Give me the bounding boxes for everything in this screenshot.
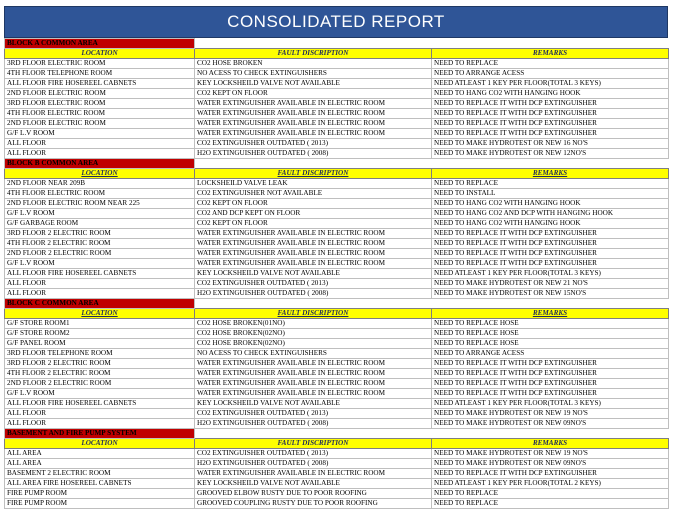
section-title: BASEMENT AND FIRE PUMP SYSTEM: [5, 429, 195, 439]
fault-cell: WATER EXTINGUISHER AVAILABLE IN ELECTRIC ROOM: [195, 129, 432, 139]
fault-cell: WATER EXTINGUISHER AVAILABLE IN ELECTRIC ROOM: [195, 379, 432, 389]
remarks-cell: NEED TO HANG CO2 WITH HANGING HOOK: [432, 89, 669, 99]
remarks-cell: NEED TO REPLACE HOSE: [432, 339, 669, 349]
location-cell: 3RD FLOOR 2 ELECTRIC ROOM: [5, 229, 195, 239]
fault-cell: CO2 EXTINGUISHER NOT AVAILABLE: [195, 189, 432, 199]
location-cell: 3RD FLOOR ELECTRIC ROOM: [5, 59, 195, 69]
report-table: [4, 38, 669, 509]
table-row: [5, 359, 669, 369]
fault-cell: WATER EXTINGUISHER AVAILABLE IN ELECTRIC ROOM: [195, 389, 432, 399]
location-header: LOCATION: [5, 439, 195, 449]
table-row: [5, 129, 669, 139]
location-cell: ALL FLOOR FIRE HOSEREEL CABNETS: [5, 269, 195, 279]
remarks-header: REMARKS: [432, 169, 669, 179]
remarks-cell: NEED TO MAKE HYDROTEST OR NEW 09NO'S: [432, 419, 669, 429]
section-title: BLOCK A COMMON AREA: [5, 39, 195, 49]
remarks-cell: NEED TO MAKE HYDROTEST OR NEW 12NO'S: [432, 149, 669, 159]
location-cell: ALL FLOOR: [5, 279, 195, 289]
remarks-cell: NEED TO REPLACE IT WITH DCP EXTINGUISHER: [432, 359, 669, 369]
fault-cell: CO2 KEPT ON FLOOR: [195, 89, 432, 99]
remarks-cell: NEED TO INSTALL: [432, 189, 669, 199]
header-row: [5, 49, 669, 59]
fault-cell: WATER EXTINGUISHER AVAILABLE IN ELECTRIC ROOM: [195, 229, 432, 239]
remarks-header: REMARKS: [432, 309, 669, 319]
remarks-cell: NEED TO REPLACE HOSE: [432, 329, 669, 339]
remarks-cell: NEED TO MAKE HYDROTEST OR NEW 09NO'S: [432, 459, 669, 469]
table-row: [5, 399, 669, 409]
table-row: [5, 139, 669, 149]
remarks-cell: NEED TO REPLACE IT WITH DCP EXTINGUISHER: [432, 249, 669, 259]
location-cell: G/F L.V ROOM: [5, 259, 195, 269]
remarks-cell: NEED TO ARRANGE ACESS: [432, 349, 669, 359]
table-row: [5, 269, 669, 279]
location-cell: 3RD FLOOR 2 ELECTRIC ROOM: [5, 359, 195, 369]
location-cell: ALL FLOOR: [5, 419, 195, 429]
section-spacer: [195, 299, 669, 309]
table-row: [5, 289, 669, 299]
fault-description-header: FAULT DISCRIPTION: [195, 439, 432, 449]
location-cell: G/F L.V ROOM: [5, 389, 195, 399]
table-row: [5, 199, 669, 209]
fault-cell: GROOVED ELBOW RUSTY DUE TO POOR ROOFING: [195, 489, 432, 499]
table-row: [5, 189, 669, 199]
fault-cell: GROOVED COUPLING RUSTY DUE TO POOR ROOFING: [195, 499, 432, 509]
location-cell: G/F STORE ROOM1: [5, 319, 195, 329]
report-title: CONSOLIDATED REPORT: [4, 6, 668, 38]
remarks-cell: NEED TO REPLACE IT WITH DCP EXTINGUISHER: [432, 129, 669, 139]
fault-cell: H2O EXTINGUISHER OUTDATED ( 2008): [195, 419, 432, 429]
fault-cell: CO2 AND DCP KEPT ON FLOOR: [195, 209, 432, 219]
fault-description-header: FAULT DISCRIPTION: [195, 49, 432, 59]
fault-cell: CO2 HOSE BROKEN(01NO): [195, 319, 432, 329]
remarks-cell: NEED TO REPLACE IT WITH DCP EXTINGUISHER: [432, 369, 669, 379]
remarks-cell: NEED TO HANG CO2 WITH HANGING HOOK: [432, 219, 669, 229]
fault-cell: CO2 HOSE BROKEN: [195, 59, 432, 69]
fault-cell: CO2 EXTINGUISHER OUTDATED ( 2013): [195, 409, 432, 419]
location-header: LOCATION: [5, 169, 195, 179]
header-row: [5, 169, 669, 179]
location-cell: 4TH FLOOR ELECTRIC ROOM: [5, 189, 195, 199]
fault-cell: CO2 KEPT ON FLOOR: [195, 199, 432, 209]
fault-cell: CO2 KEPT ON FLOOR: [195, 219, 432, 229]
location-cell: 2ND FLOOR NEAR 209B: [5, 179, 195, 189]
remarks-cell: NEED ATLEAST 1 KEY PER FLOOR(TOTAL 3 KEYS): [432, 269, 669, 279]
fault-cell: WATER EXTINGUISHER AVAILABLE IN ELECTRIC ROOM: [195, 359, 432, 369]
location-cell: 4TH FLOOR TELEPHONE ROOM: [5, 69, 195, 79]
fault-cell: KEY LOCKSHEILD VALVE NOT AVAILABLE: [195, 269, 432, 279]
fault-cell: WATER EXTINGUISHER AVAILABLE IN ELECTRIC ROOM: [195, 99, 432, 109]
header-row: [5, 439, 669, 449]
remarks-cell: NEED TO REPLACE IT WITH DCP EXTINGUISHER: [432, 99, 669, 109]
table-row: [5, 99, 669, 109]
fault-cell: WATER EXTINGUISHER AVAILABLE IN ELECTRIC ROOM: [195, 249, 432, 259]
remarks-cell: NEED TO REPLACE: [432, 179, 669, 189]
location-cell: 2ND FLOOR ELECTRIC ROOM NEAR 225: [5, 199, 195, 209]
fault-cell: LOCKSHEILD VALVE LEAK: [195, 179, 432, 189]
location-cell: 4TH FLOOR 2 ELECTRIC ROOM: [5, 239, 195, 249]
remarks-cell: NEED TO REPLACE: [432, 499, 669, 509]
section-spacer: [195, 159, 669, 169]
location-cell: G/F L.V ROOM: [5, 129, 195, 139]
section-spacer: [195, 39, 669, 49]
remarks-cell: NEED TO REPLACE IT WITH DCP EXTINGUISHER: [432, 109, 669, 119]
table-row: [5, 449, 669, 459]
fault-cell: WATER EXTINGUISHER AVAILABLE IN ELECTRIC ROOM: [195, 259, 432, 269]
fault-cell: WATER EXTINGUISHER AVAILABLE IN ELECTRIC ROOM: [195, 119, 432, 129]
table-row: [5, 489, 669, 499]
remarks-cell: NEED TO MAKE HYDROTEST OR NEW 16 NO'S: [432, 139, 669, 149]
table-row: [5, 319, 669, 329]
table-row: [5, 419, 669, 429]
remarks-cell: NEED TO REPLACE IT WITH DCP EXTINGUISHER: [432, 389, 669, 399]
table-row: [5, 339, 669, 349]
remarks-cell: NEED TO REPLACE IT WITH DCP EXTINGUISHER: [432, 469, 669, 479]
fault-description-header: FAULT DISCRIPTION: [195, 169, 432, 179]
location-cell: 3RD FLOOR TELEPHONE ROOM: [5, 349, 195, 359]
fault-cell: KEY LOCKSHEILD VALVE NOT AVAILABLE: [195, 399, 432, 409]
fault-cell: CO2 EXTINGUISHER OUTDATED ( 2013): [195, 279, 432, 289]
section-row: [5, 159, 669, 169]
location-cell: 2ND FLOOR ELECTRIC ROOM: [5, 119, 195, 129]
location-cell: G/F PANEL ROOM: [5, 339, 195, 349]
location-cell: 2ND FLOOR 2 ELECTRIC ROOM: [5, 249, 195, 259]
location-cell: FIRE PUMP ROOM: [5, 489, 195, 499]
table-row: [5, 469, 669, 479]
fault-description-header: FAULT DISCRIPTION: [195, 309, 432, 319]
location-cell: BASEMENT 2 ELECTRIC ROOM: [5, 469, 195, 479]
location-cell: ALL AREA FIRE HOSEREEL CABNETS: [5, 479, 195, 489]
location-cell: ALL FLOOR FIRE HOSEREEL CABNETS: [5, 79, 195, 89]
location-header: LOCATION: [5, 49, 195, 59]
fault-cell: KEY LOCKSHEILD VALVE NOT AVAILABLE: [195, 79, 432, 89]
table-row: [5, 109, 669, 119]
fault-cell: CO2 HOSE BROKEN(02NO): [195, 329, 432, 339]
table-row: [5, 329, 669, 339]
report-sheet: [4, 6, 668, 509]
table-row: [5, 89, 669, 99]
table-row: [5, 349, 669, 359]
fault-cell: H2O EXTINGUISHER OUTDATED ( 2008): [195, 289, 432, 299]
table-row: [5, 59, 669, 69]
table-row: [5, 69, 669, 79]
remarks-cell: NEED TO HANG CO2 WITH HANGING HOOK: [432, 199, 669, 209]
remarks-cell: NEED TO REPLACE: [432, 59, 669, 69]
remarks-cell: NEED TO REPLACE IT WITH DCP EXTINGUISHER: [432, 119, 669, 129]
section-spacer: [195, 429, 669, 439]
table-row: [5, 239, 669, 249]
table-row: [5, 79, 669, 89]
remarks-cell: NEED TO REPLACE IT WITH DCP EXTINGUISHER: [432, 259, 669, 269]
table-row: [5, 229, 669, 239]
remarks-cell: NEED ATLEAST 1 KEY PER FLOOR(TOTAL 3 KEYS): [432, 399, 669, 409]
remarks-cell: NEED ATLEAST 1 KEY PER FLOOR(TOTAL 2 KEYS): [432, 479, 669, 489]
table-row: [5, 379, 669, 389]
fault-cell: KEY LOCKSHEILD VALVE NOT AVAILABLE: [195, 479, 432, 489]
section-row: [5, 299, 669, 309]
fault-cell: CO2 HOSE BROKEN(02NO): [195, 339, 432, 349]
remarks-cell: NEED ATLEAST 1 KEY PER FLOOR(TOTAL 3 KEYS): [432, 79, 669, 89]
location-cell: G/F L.V ROOM: [5, 209, 195, 219]
location-cell: ALL FLOOR: [5, 149, 195, 159]
section-row: [5, 39, 669, 49]
table-row: [5, 249, 669, 259]
remarks-cell: NEED TO MAKE HYDROTEST OR NEW 19 NO'S: [432, 409, 669, 419]
remarks-cell: NEED TO REPLACE HOSE: [432, 319, 669, 329]
fault-cell: WATER EXTINGUISHER AVAILABLE IN ELECTRIC ROOM: [195, 469, 432, 479]
location-cell: G/F STORE ROOM2: [5, 329, 195, 339]
remarks-cell: NEED TO ARRANGE ACESS: [432, 69, 669, 79]
location-cell: 4TH FLOOR ELECTRIC ROOM: [5, 109, 195, 119]
fault-cell: CO2 EXTINGUISHER OUTDATED ( 2013): [195, 449, 432, 459]
table-row: [5, 219, 669, 229]
remarks-cell: NEED TO REPLACE IT WITH DCP EXTINGUISHER: [432, 239, 669, 249]
table-row: [5, 179, 669, 189]
location-cell: G/F GARBAGE ROOM: [5, 219, 195, 229]
location-cell: 2ND FLOOR ELECTRIC ROOM: [5, 89, 195, 99]
location-cell: FIRE PUMP ROOM: [5, 499, 195, 509]
remarks-header: REMARKS: [432, 49, 669, 59]
fault-cell: H2O EXTINGUISHER OUTDATED ( 2008): [195, 149, 432, 159]
location-cell: 3RD FLOOR ELECTRIC ROOM: [5, 99, 195, 109]
fault-cell: NO ACESS TO CHECK EXTINGUISHERS: [195, 69, 432, 79]
header-row: [5, 309, 669, 319]
fault-cell: WATER EXTINGUISHER AVAILABLE IN ELECTRIC ROOM: [195, 239, 432, 249]
table-row: [5, 479, 669, 489]
table-row: [5, 409, 669, 419]
section-title: BLOCK C COMMON AREA: [5, 299, 195, 309]
table-row: [5, 499, 669, 509]
table-row: [5, 259, 669, 269]
remarks-cell: NEED TO MAKE HYDROTEST OR NEW 21 NO'S: [432, 279, 669, 289]
remarks-cell: NEED TO REPLACE IT WITH DCP EXTINGUISHER: [432, 229, 669, 239]
location-cell: 4TH FLOOR 2 ELECTRIC ROOM: [5, 369, 195, 379]
remarks-cell: NEED TO MAKE HYDROTEST OR NEW 19 NO'S: [432, 449, 669, 459]
location-cell: ALL FLOOR: [5, 139, 195, 149]
section-title: BLOCK B COMMON AREA: [5, 159, 195, 169]
remarks-cell: NEED TO MAKE HYDROTEST OR NEW 15NO'S: [432, 289, 669, 299]
location-cell: ALL AREA: [5, 459, 195, 469]
section-row: [5, 429, 669, 439]
remarks-cell: NEED TO REPLACE IT WITH DCP EXTINGUISHER: [432, 379, 669, 389]
fault-cell: CO2 EXTINGUISHER OUTDATED ( 2013): [195, 139, 432, 149]
table-row: [5, 149, 669, 159]
remarks-header: REMARKS: [432, 439, 669, 449]
fault-cell: WATER EXTINGUISHER AVAILABLE IN ELECTRIC ROOM: [195, 109, 432, 119]
table-row: [5, 389, 669, 399]
table-row: [5, 279, 669, 289]
fault-cell: WATER EXTINGUISHER AVAILABLE IN ELECTRIC ROOM: [195, 369, 432, 379]
location-header: LOCATION: [5, 309, 195, 319]
location-cell: ALL AREA: [5, 449, 195, 459]
table-row: [5, 369, 669, 379]
location-cell: ALL FLOOR FIRE HOSEREEL CABNETS: [5, 399, 195, 409]
location-cell: ALL FLOOR: [5, 409, 195, 419]
table-row: [5, 119, 669, 129]
remarks-cell: NEED TO REPLACE: [432, 489, 669, 499]
location-cell: ALL FLOOR: [5, 289, 195, 299]
fault-cell: H2O EXTINGUISHER OUTDATED ( 2008): [195, 459, 432, 469]
table-row: [5, 459, 669, 469]
remarks-cell: NEED TO HANG CO2 AND DCP WITH HANGING HOOK: [432, 209, 669, 219]
location-cell: 2ND FLOOR 2 ELECTRIC ROOM: [5, 379, 195, 389]
table-row: [5, 209, 669, 219]
fault-cell: NO ACESS TO CHECK EXTINGUISHERS: [195, 349, 432, 359]
